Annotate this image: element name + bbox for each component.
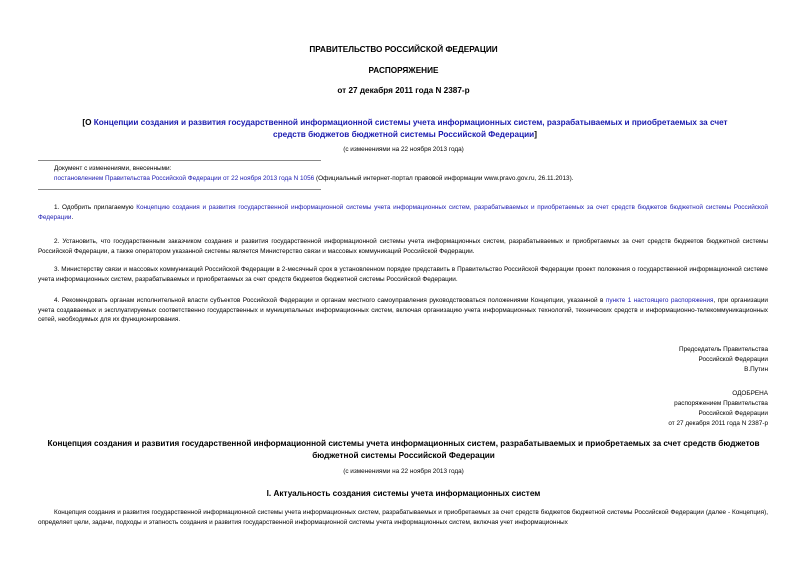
paragraph-1 [38, 203, 768, 222]
signature-name: В.Путин [744, 366, 768, 373]
document-date: от 27 декабря 2011 года N 2387-р [337, 86, 470, 95]
paragraph-1-end: . [71, 213, 74, 221]
approval-stamp: ОДОБРЕНА [732, 390, 768, 397]
point-1-link[interactable]: пункте 1 настоящего распоряжения [605, 297, 714, 304]
approval-block [500, 389, 768, 429]
divider-top [38, 160, 321, 161]
concept-link[interactable]: Концепцию создания и развития государственной информационной системы учета информационных систем, разрабатываемых и приобретаемых за счет средств бюджетов бюджетной системы Российской Федерации [38, 204, 768, 221]
paragraph-4-end: , при организации учета создаваемых и эксплуатируемых соответственно государственных и муниципальных информационных систем, включая организацию учета информационных технологий, технических средств и информационно-телекоммуникационных сетей, необходимых для их функционирования. [38, 297, 768, 324]
signature-block [500, 345, 768, 375]
signature-position: Председатель Правительства [679, 346, 768, 353]
changes-source: (Официальный интернет-портал правовой информации www.pravo.gov.ru, 26.11.2013). [314, 175, 574, 182]
changes-line [54, 174, 774, 184]
approval-date: от 27 декабря 2011 года N 2387-р [668, 420, 768, 427]
signature-country: Российской Федерации [698, 356, 768, 363]
approval-country: Российской Федерации [698, 410, 768, 417]
document-title [80, 117, 730, 140]
section-1-paragraph: Концепция создания и развития государственной информационной системы учета информационных систем, разрабатываемых и приобретаемых за счет средств бюджетов бюджетной системы Российской Федерации (далее - Концепция), определяет цели, задачи, подходы и этапность создания и развития государственной информационной системы учета информационных систем, включая учет информационных [38, 509, 768, 526]
amending-decree-link[interactable]: постановлением Правительства Российской Федерации от 22 ноября 2013 года N 1056 [54, 175, 315, 182]
paragraph-2: 2. Установить, что государственным заказчиком создания и развития государственной информационной системы учета информационных систем, разрабатываемых и приобретаемых за счет средств бюджетов бюджетной системы Российской Федерации, а также оператором указанной системы является Министерство связи и массовых коммуникаций Российской Федерации. [38, 238, 768, 255]
approval-by: распоряжением Правительства [674, 400, 768, 407]
amendment-note: (с изменениями на 22 ноября 2013 года) [343, 146, 464, 153]
paragraph-1-text: 1. Одобрить прилагаемую [54, 204, 137, 211]
document-kind: РАСПОРЯЖЕНИЕ [368, 66, 439, 75]
title-bracket-close: ] [534, 129, 537, 139]
government-heading: ПРАВИТЕЛЬСТВО РОССИЙСКОЙ ФЕДЕРАЦИИ [309, 45, 498, 54]
paragraph-4-text: 4. Рекомендовать органам исполнительной власти субъектов Российской Федерации и органам местного самоуправления руководствоваться положениями Концепции, указанной в [54, 297, 606, 304]
divider-bottom [38, 189, 321, 190]
concept-title: Концепция создания и развития государственной информационной системы учета информационных систем, разрабатываемых и приобретаемых за счет средств бюджетов бюджетной системы Российской Федерации [47, 439, 760, 460]
title-link[interactable]: Концепции создания и развития государственной информационной системы учета информационных систем, разрабатываемых и приобретаемых за счет средств бюджетов бюджетной системы Российской Федерации [93, 118, 728, 139]
paragraph-4 [38, 296, 768, 325]
concept-amendment-note: (с изменениями на 22 ноября 2013 года) [343, 468, 464, 475]
changes-label: Документ с изменениями, внесенными: [54, 165, 172, 172]
title-bracket-open: [О [82, 118, 94, 127]
section-1-heading: I. Актуальность создания системы учета информационных систем [266, 489, 541, 498]
paragraph-3: 3. Министерству связи и массовых коммуникаций Российской Федерации в 2-месячный срок в установленном порядке представить в Правительство Российской Федерации проект положения о государственной информационной системе учета информационных систем, разрабатываемых и приобретаемых за счет средств бюджетов бюджетной системы Российской Федерации. [38, 266, 768, 283]
